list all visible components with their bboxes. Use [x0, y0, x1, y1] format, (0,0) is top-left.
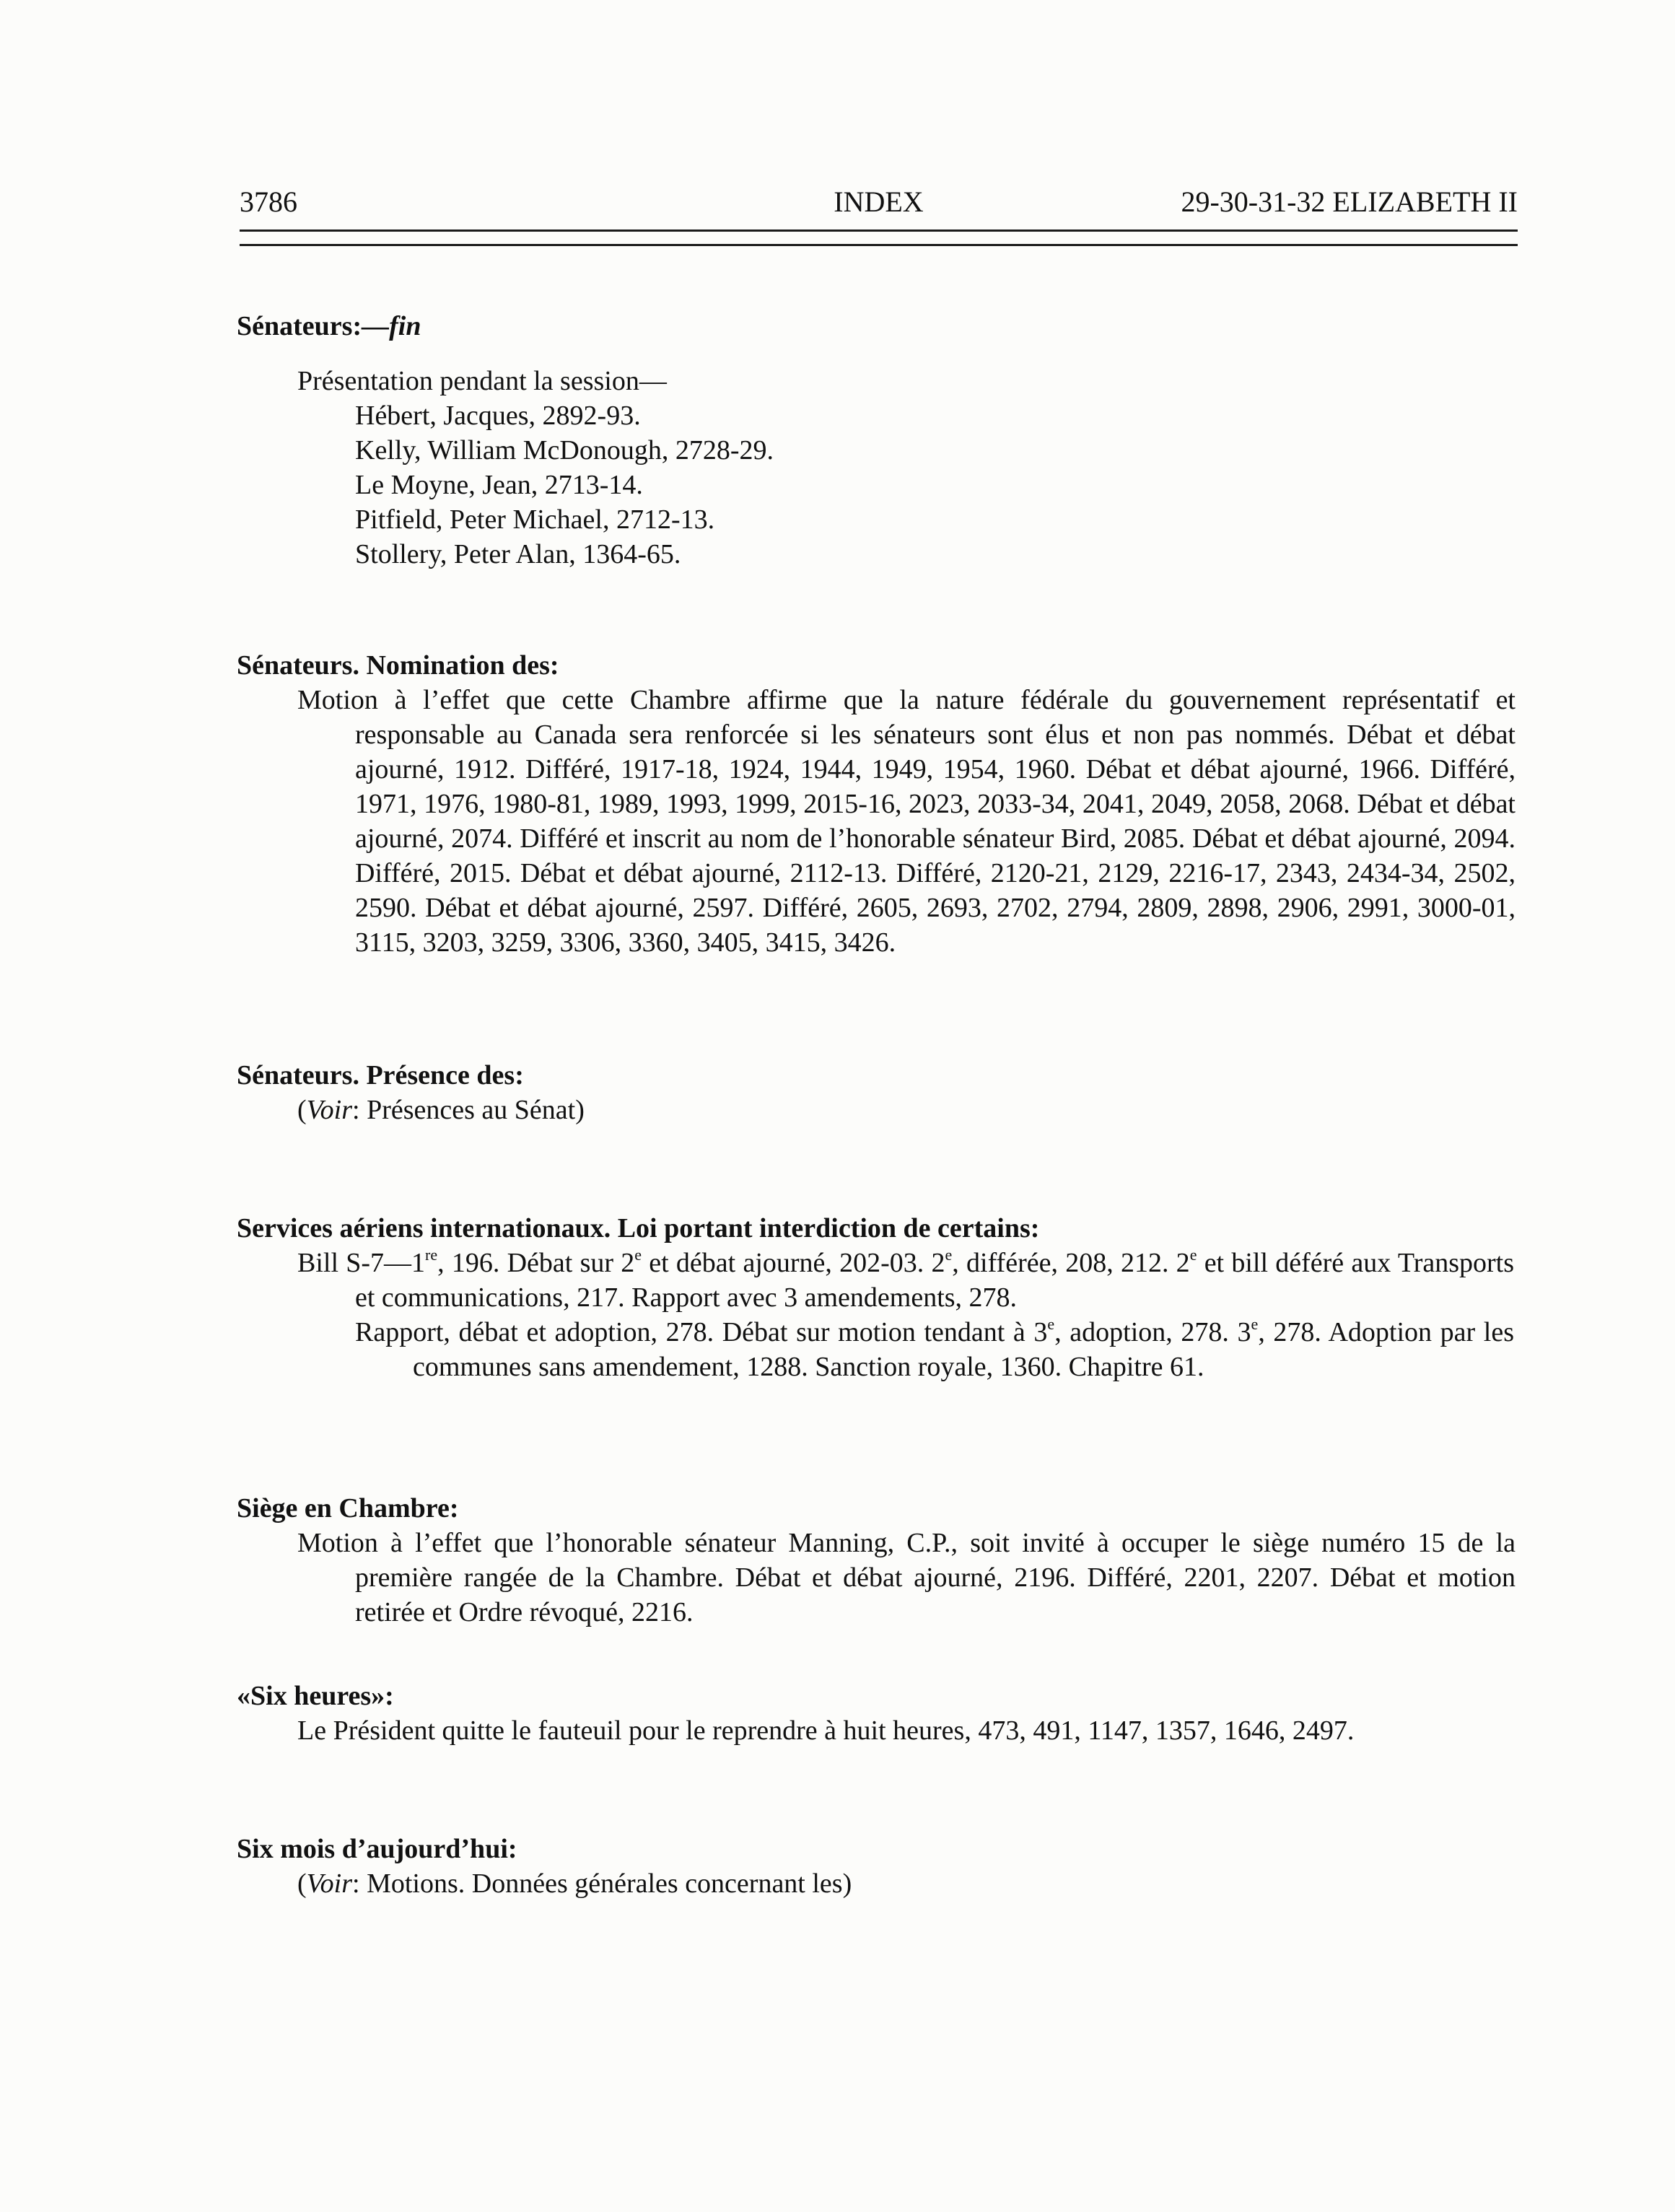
page-number: 3786	[240, 185, 297, 218]
entry-heading: Sénateurs. Nomination des:	[237, 650, 559, 681]
running-head: 29-30-31-32 ELIZABETH II	[1181, 185, 1518, 218]
header-rule-bottom	[240, 244, 1518, 246]
report-text: Rapport, débat et adoption, 278. Débat sur motion tendant à 3e, adoption, 278. 3e, 278. Adoption par les communes sans amendement, 1288. Sanction royale, 1360. Chapitre 61.	[355, 1315, 1514, 1382]
bill-text: Bill S-7—1re, 196. Débat sur 2e et débat ajourné, 202-03. 2e, différée, 208, 212. 2e et bill déféré aux Transports et communications, 217. Rapport avec 3 amendements, 278.	[297, 1246, 1515, 1313]
index-entry-six-heures	[237, 1679, 1529, 1748]
running-header	[240, 185, 1518, 228]
entry-text: Motion à l’effet que l’honorable sénateur Manning, C.P., soit invité à occuper le siège numéro 15 de la première rangée de la Chambre. Débat et débat ajourné, 2196. Différé, 2201, 2207. Débat et motion retirée et Ordre révoqué, 2216.	[297, 1528, 1516, 1627]
page-title: INDEX	[834, 185, 924, 218]
see-label: Voir	[306, 1868, 353, 1899]
entry-text: Le Président quitte le fauteuil pour le reprendre à huit heures, 473, 491, 1147, 1357, 1646, 2497.	[297, 1715, 1355, 1746]
entry-heading: Sénateurs:—fin	[237, 311, 421, 341]
see-label: Voir	[306, 1095, 353, 1125]
entry-heading: Six mois d’aujourd’hui:	[237, 1834, 517, 1864]
entry-heading: Siège en Chambre:	[237, 1493, 459, 1524]
list-item: Pitfield, Peter Michael, 2712-13.	[355, 504, 715, 535]
list-item: Kelly, William McDonough, 2728-29.	[355, 435, 774, 465]
list-item: Le Moyne, Jean, 2713-14.	[355, 470, 643, 500]
see-reference: (Voir: Motions. Données générales concernant les)	[297, 1868, 852, 1899]
entry-heading: «Six heures»:	[237, 1681, 394, 1711]
heading-suffix: —fin	[362, 311, 421, 341]
entry-text: Motion à l’effet que cette Chambre affirme que la nature fédérale du gouvernement représentatif et responsable au Canada sera renforcée si les sénateurs sont élus et non pas nommés. Débat et débat ajourné, 1912. Différé, 1917-18, 1924, 1944, 1949, 1954, 1960. Débat et débat ajourné, 1966. Différé, 1971, 1976, 1980-81, 1989, 1993, 1999, 2015-16, 2023, 2033-34, 2041, 2049, 2058, 2068. Débat et débat ajourné, 2074. Différé et inscrit au nom de l’honorable sénateur Bird, 2085. Débat et débat ajourné, 2094. Différé, 2015. Débat et débat ajourné, 2112-13. Différé, 2120-21, 2129, 2216-17, 2343, 2434-34, 2502, 2590. Débat et débat ajourné, 2597. Différé, 2605, 2693, 2702, 2794, 2809, 2898, 2906, 2991, 3000-01, 3115, 3203, 3259, 3306, 3360, 3405, 3415, 3426.	[297, 685, 1516, 958]
entry-subheading: Présentation pendant la session—	[297, 366, 667, 396]
list-item: Stollery, Peter Alan, 1364-65.	[355, 539, 681, 569]
header-rule-top	[240, 229, 1518, 232]
index-entry-nomination	[237, 648, 1529, 960]
index-entry-senateurs-fin	[237, 309, 1529, 572]
list-item: Hébert, Jacques, 2892-93.	[355, 401, 641, 431]
entry-heading: Services aériens internationaux. Loi portant interdiction de certains:	[237, 1213, 1040, 1243]
index-entry-siege	[237, 1491, 1529, 1630]
entry-heading: Sénateurs. Présence des:	[237, 1060, 524, 1090]
index-entry-presence	[237, 1058, 1529, 1127]
index-entry-six-mois	[237, 1832, 1529, 1901]
see-reference: (Voir: Présences au Sénat)	[297, 1095, 585, 1125]
index-entry-services-aeriens	[237, 1211, 1529, 1384]
